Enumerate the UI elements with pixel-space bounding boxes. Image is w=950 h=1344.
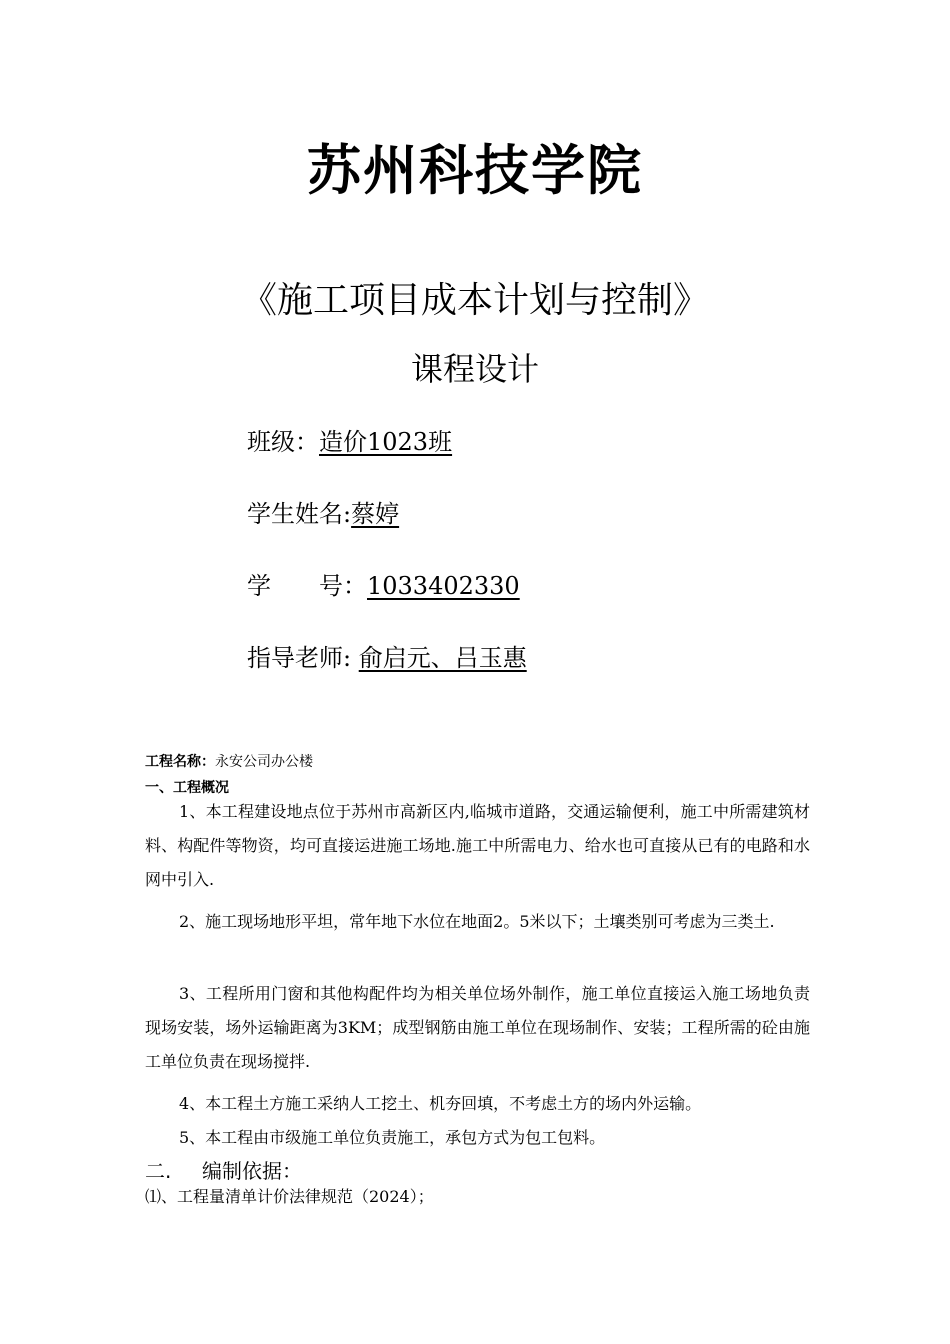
class-label: 班级： xyxy=(247,428,319,456)
class-value: 造价1023班 xyxy=(319,428,453,456)
student-id-label: 学 号： xyxy=(247,572,367,600)
teacher-label: 指导老师: xyxy=(247,644,359,672)
student-name-row xyxy=(247,494,399,529)
school-name: 苏州科技学院 xyxy=(307,139,643,202)
class-row xyxy=(247,422,452,457)
course-subtitle: 课程设计 xyxy=(410,350,539,388)
student-id-row xyxy=(247,566,520,601)
student-name-label: 学生姓名: xyxy=(247,500,352,528)
section-title: 编制依据： xyxy=(202,1159,302,1183)
project-name-label: 工程名称： xyxy=(145,754,215,770)
section-heading-overview: 一、工程概况 xyxy=(145,780,229,796)
teacher-value: 俞启元、吕玉惠 xyxy=(358,644,527,672)
project-name-line xyxy=(145,751,313,771)
overview-paragraph: 3、工程所用门窗和其他构配件均为相关单位场外制作，施工单位直接运入施工场地负责现场安装，场外运输距离为3KM；成型钢筋由施工单位在现场制作、安装；工程所需的砼由施工单位负责在现场搅拌. xyxy=(145,984,810,1071)
teacher-row xyxy=(247,638,527,673)
basis-item: ⑴、工程量清单计价法律规范（2024）； xyxy=(145,1187,434,1206)
student-name-value: 蔡婷 xyxy=(351,500,400,528)
overview-paragraph: 2、施工现场地形平坦，常年地下水位在地面2。5米以下；土壤类别可考虑为三类土. xyxy=(179,912,775,931)
course-title: 《施工项目成本计划与控制》 xyxy=(240,280,709,321)
section-number: 二. xyxy=(145,1159,172,1183)
overview-paragraph: 1、本工程建设地点位于苏州市高新区内,临城市道路，交通运输便利，施工中所需建筑材料、构配件等物资，均可直接运进施工场地.施工中所需电力、给水也可直接从已有的电路和水网中引入. xyxy=(145,802,810,889)
overview-paragraph: 5、本工程由市级施工单位负责施工，承包方式为包工包料。 xyxy=(179,1128,606,1147)
overview-paragraph: 4、本工程土方施工采纳人工挖土、机夯回填，不考虑土方的场内外运输。 xyxy=(179,1094,702,1113)
section-heading-basis xyxy=(145,1155,302,1184)
project-name-value: 永安公司办公楼 xyxy=(215,754,313,770)
student-id-value: 1033402330 xyxy=(367,572,520,600)
